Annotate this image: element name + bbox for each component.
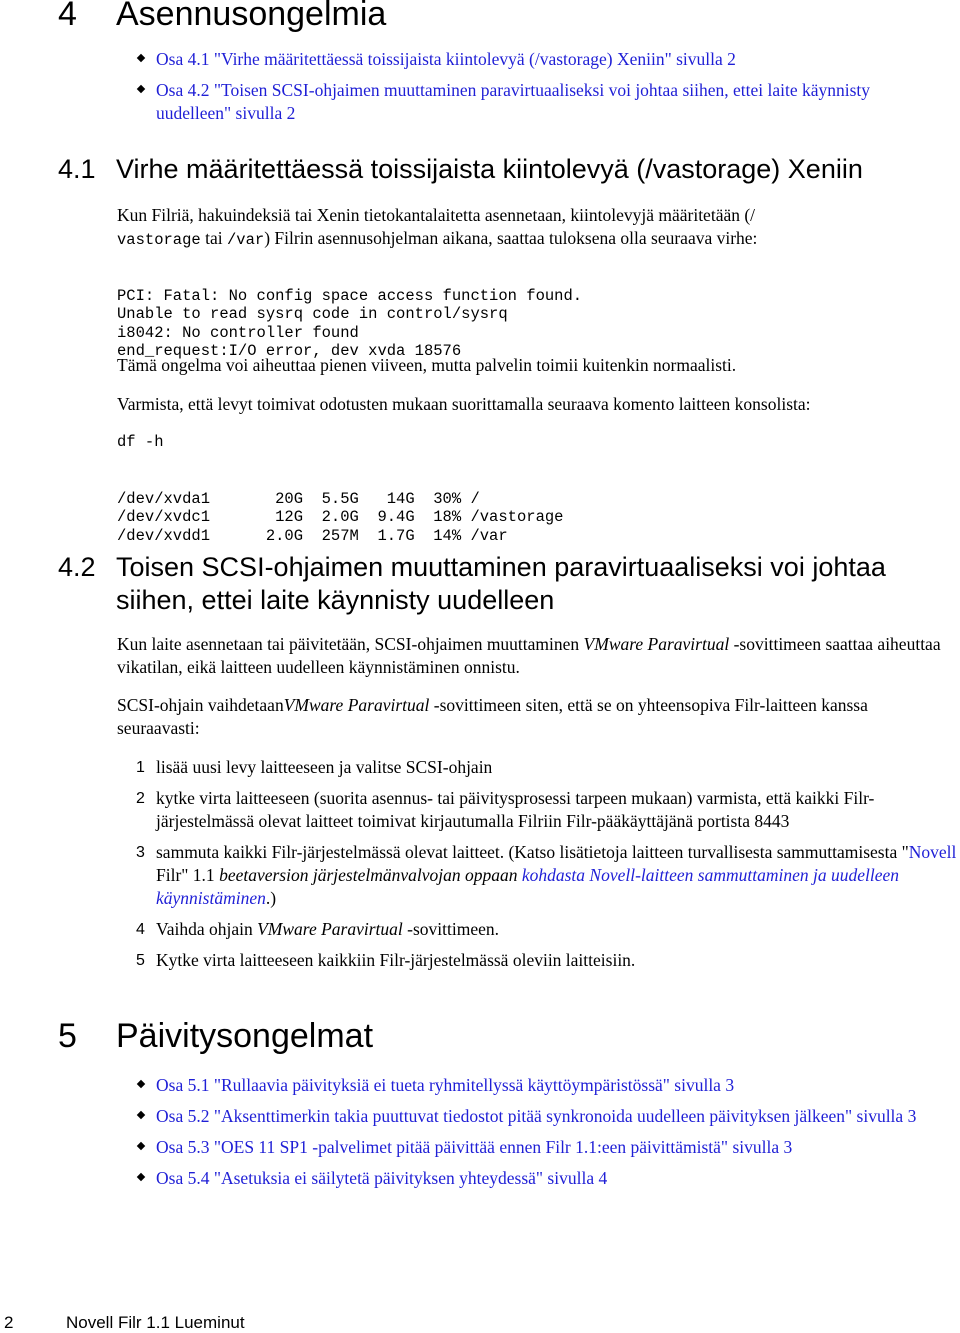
section-link[interactable]: Osa 5.1 "Rullaavia päivityksiä ei tueta ryhmitellyssä käyttöympäristössä" sivulla 3 xyxy=(156,1075,735,1095)
document-title: Novell Filr 1.1 Lueminut xyxy=(66,1313,245,1332)
section-title: Virhe määritettäessä toissijaista kiintolevyä (/vastorage) Xeniin xyxy=(116,154,863,184)
code-line: end_request:I/O error, dev xvda 18576 xyxy=(117,342,462,360)
list-item: 1 lisää uusi levy laitteeseen ja valitse SCSI-ohjain xyxy=(136,757,493,777)
list-item: 4 Vaihda ohjain VMware Paravirtual -sovittimeen. xyxy=(136,919,499,939)
step-number: 2 xyxy=(136,790,145,807)
code-line: PCI: Fatal: No config space access function found. xyxy=(117,286,583,305)
chapter-number: 5 xyxy=(58,1017,77,1055)
section-title: siihen, ettei laite käynnisty uudelleen xyxy=(116,585,555,615)
bullet-icon xyxy=(137,85,145,93)
step-number: 3 xyxy=(136,844,145,861)
step-number: 5 xyxy=(136,952,145,969)
chapter-heading xyxy=(58,0,387,33)
section-heading xyxy=(58,551,948,615)
bullet-icon xyxy=(137,1173,145,1181)
chapter-title: Asennusongelmia xyxy=(116,0,387,33)
page-number: 2 xyxy=(4,1313,14,1332)
page-footer xyxy=(4,1313,245,1333)
chapter-heading xyxy=(58,1017,374,1055)
code-line: /dev/xvdc1 12G 2.0G 9.4G 18% /vastorage xyxy=(117,508,564,526)
list-item: 3 sammuta kaikki Filr-järjestelmässä olevat laitteet. (Katso lisätietoja laitteen turvallisesta sammuttamisesta "Novell Filr" 1.1 beetaversion järjestelmänvalvojan oppaan kohdasta Novell-laitteen sammuttaminen ja uudelleen käynnistäminen.) xyxy=(136,842,957,908)
list-item[interactable] xyxy=(118,1105,938,1128)
inline-code: /var xyxy=(226,231,265,249)
paragraph: Kun laite asennetaan tai päivitetään, SCSI-ohjaimen muuttaminen VMware Paravirtual -sovittimeen saattaa aiheuttaa vikatilan, eikä laitteen uudelleen käynnistäminen onnistu. xyxy=(117,634,941,677)
paragraph: SCSI-ohjain vaihdetaanVMware Paravirtual -sovittimeen siten, että se on yhteensopiva Filr-laitteen kanssa seuraavasti: xyxy=(117,695,868,738)
code-line: Unable to read sysrq code in control/sysrq xyxy=(117,305,508,323)
step-number: 4 xyxy=(136,921,145,938)
section-heading xyxy=(58,153,948,186)
chapter-link-list xyxy=(118,1074,938,1198)
section-link[interactable]: Osa 5.3 "OES 11 SP1 -palvelimet pitää päivittää ennen Filr 1.1:een päivittämistä" sivulla 3 xyxy=(156,1137,793,1157)
section-link[interactable]: Osa 4.2 "Toisen SCSI-ohjaimen muuttaminen paravirtuaaliseksi voi johtaa siihen, ettei laite käynnisty uudelleen" sivulla 2 xyxy=(156,80,871,123)
reference-link[interactable]: kohdasta Novell-laitteen sammuttaminen ja uudelleen käynnistäminen xyxy=(156,865,900,908)
command-line: df -h xyxy=(117,433,164,451)
paragraph: Kun Filriä, hakuindeksiä tai Xenin tietokantalaitetta asennetaan, kiintolevyjä määritetään (/ vastorage tai /var) Filrin asennusohjelman aikana, saattaa tuloksena olla seuraava virhe: xyxy=(117,205,758,249)
section-number: 4.2 xyxy=(58,552,96,582)
list-item[interactable] xyxy=(118,1167,938,1190)
code-line: /dev/xvda1 20G 5.5G 14G 30% / xyxy=(117,489,480,508)
steps-list xyxy=(118,756,960,980)
bullet-icon xyxy=(137,54,145,62)
section-link[interactable]: Osa 5.4 "Asetuksia ei säilytetä päivityksen yhteydessä" sivulla 4 xyxy=(156,1168,608,1188)
section-number: 4.1 xyxy=(58,154,96,184)
inline-code: vastorage xyxy=(117,231,201,249)
section-link[interactable]: Osa 4.1 "Virhe määritettäessä toissijaista kiintolevyä (/vastorage) Xeniin" sivulla 2 xyxy=(156,49,736,69)
chapter-number: 4 xyxy=(58,0,77,33)
code-block xyxy=(117,471,563,564)
step-number: 1 xyxy=(136,759,145,776)
list-item[interactable] xyxy=(118,1074,938,1097)
chapter-title: Päivitysongelmat xyxy=(116,1017,374,1055)
list-item: 2 kytke virta laitteeseen (suorita asennus- tai päivitysprosessi tarpeen mukaan) varmista, että kaikki Filr-järjestelmässä olevat laitteet toimivat kirjautumalla Filriin Filr-pääkäyttäjänä portista 8443 xyxy=(136,788,875,831)
paragraph: Tämä ongelma voi aiheuttaa pienen viiveen, mutta palvelin toimii kuitenkin normaalisti. xyxy=(117,355,737,375)
list-item[interactable] xyxy=(118,79,938,125)
list-item[interactable] xyxy=(118,48,938,71)
paragraph: Varmista, että levyt toimivat odotusten mukaan suorittamalla seuraava komento laitteen konsolista: xyxy=(117,394,811,414)
chapter-link-list xyxy=(118,48,938,133)
code-line: i8042: No controller found xyxy=(117,323,359,342)
bullet-icon xyxy=(137,1142,145,1150)
section-title: Toisen SCSI-ohjaimen muuttaminen paravirtuaaliseksi voi johtaa xyxy=(116,552,886,582)
list-item[interactable] xyxy=(118,1136,938,1159)
code-line: /dev/xvdd1 2.0G 257M 1.7G 14% /var xyxy=(117,526,508,545)
bullet-icon xyxy=(137,1111,145,1119)
section-link[interactable]: Osa 5.2 "Aksenttimerkin takia puuttuvat tiedostot pitää synkronoida uudelleen päivityksen jälkeen" sivulla 3 xyxy=(156,1106,917,1126)
list-item: 5 Kytke virta laitteeseen kaikkiin Filr-järjestelmässä oleviin laitteisiin. xyxy=(136,950,636,970)
bullet-icon xyxy=(137,1080,145,1088)
novell-link[interactable]: Novell xyxy=(908,842,957,862)
